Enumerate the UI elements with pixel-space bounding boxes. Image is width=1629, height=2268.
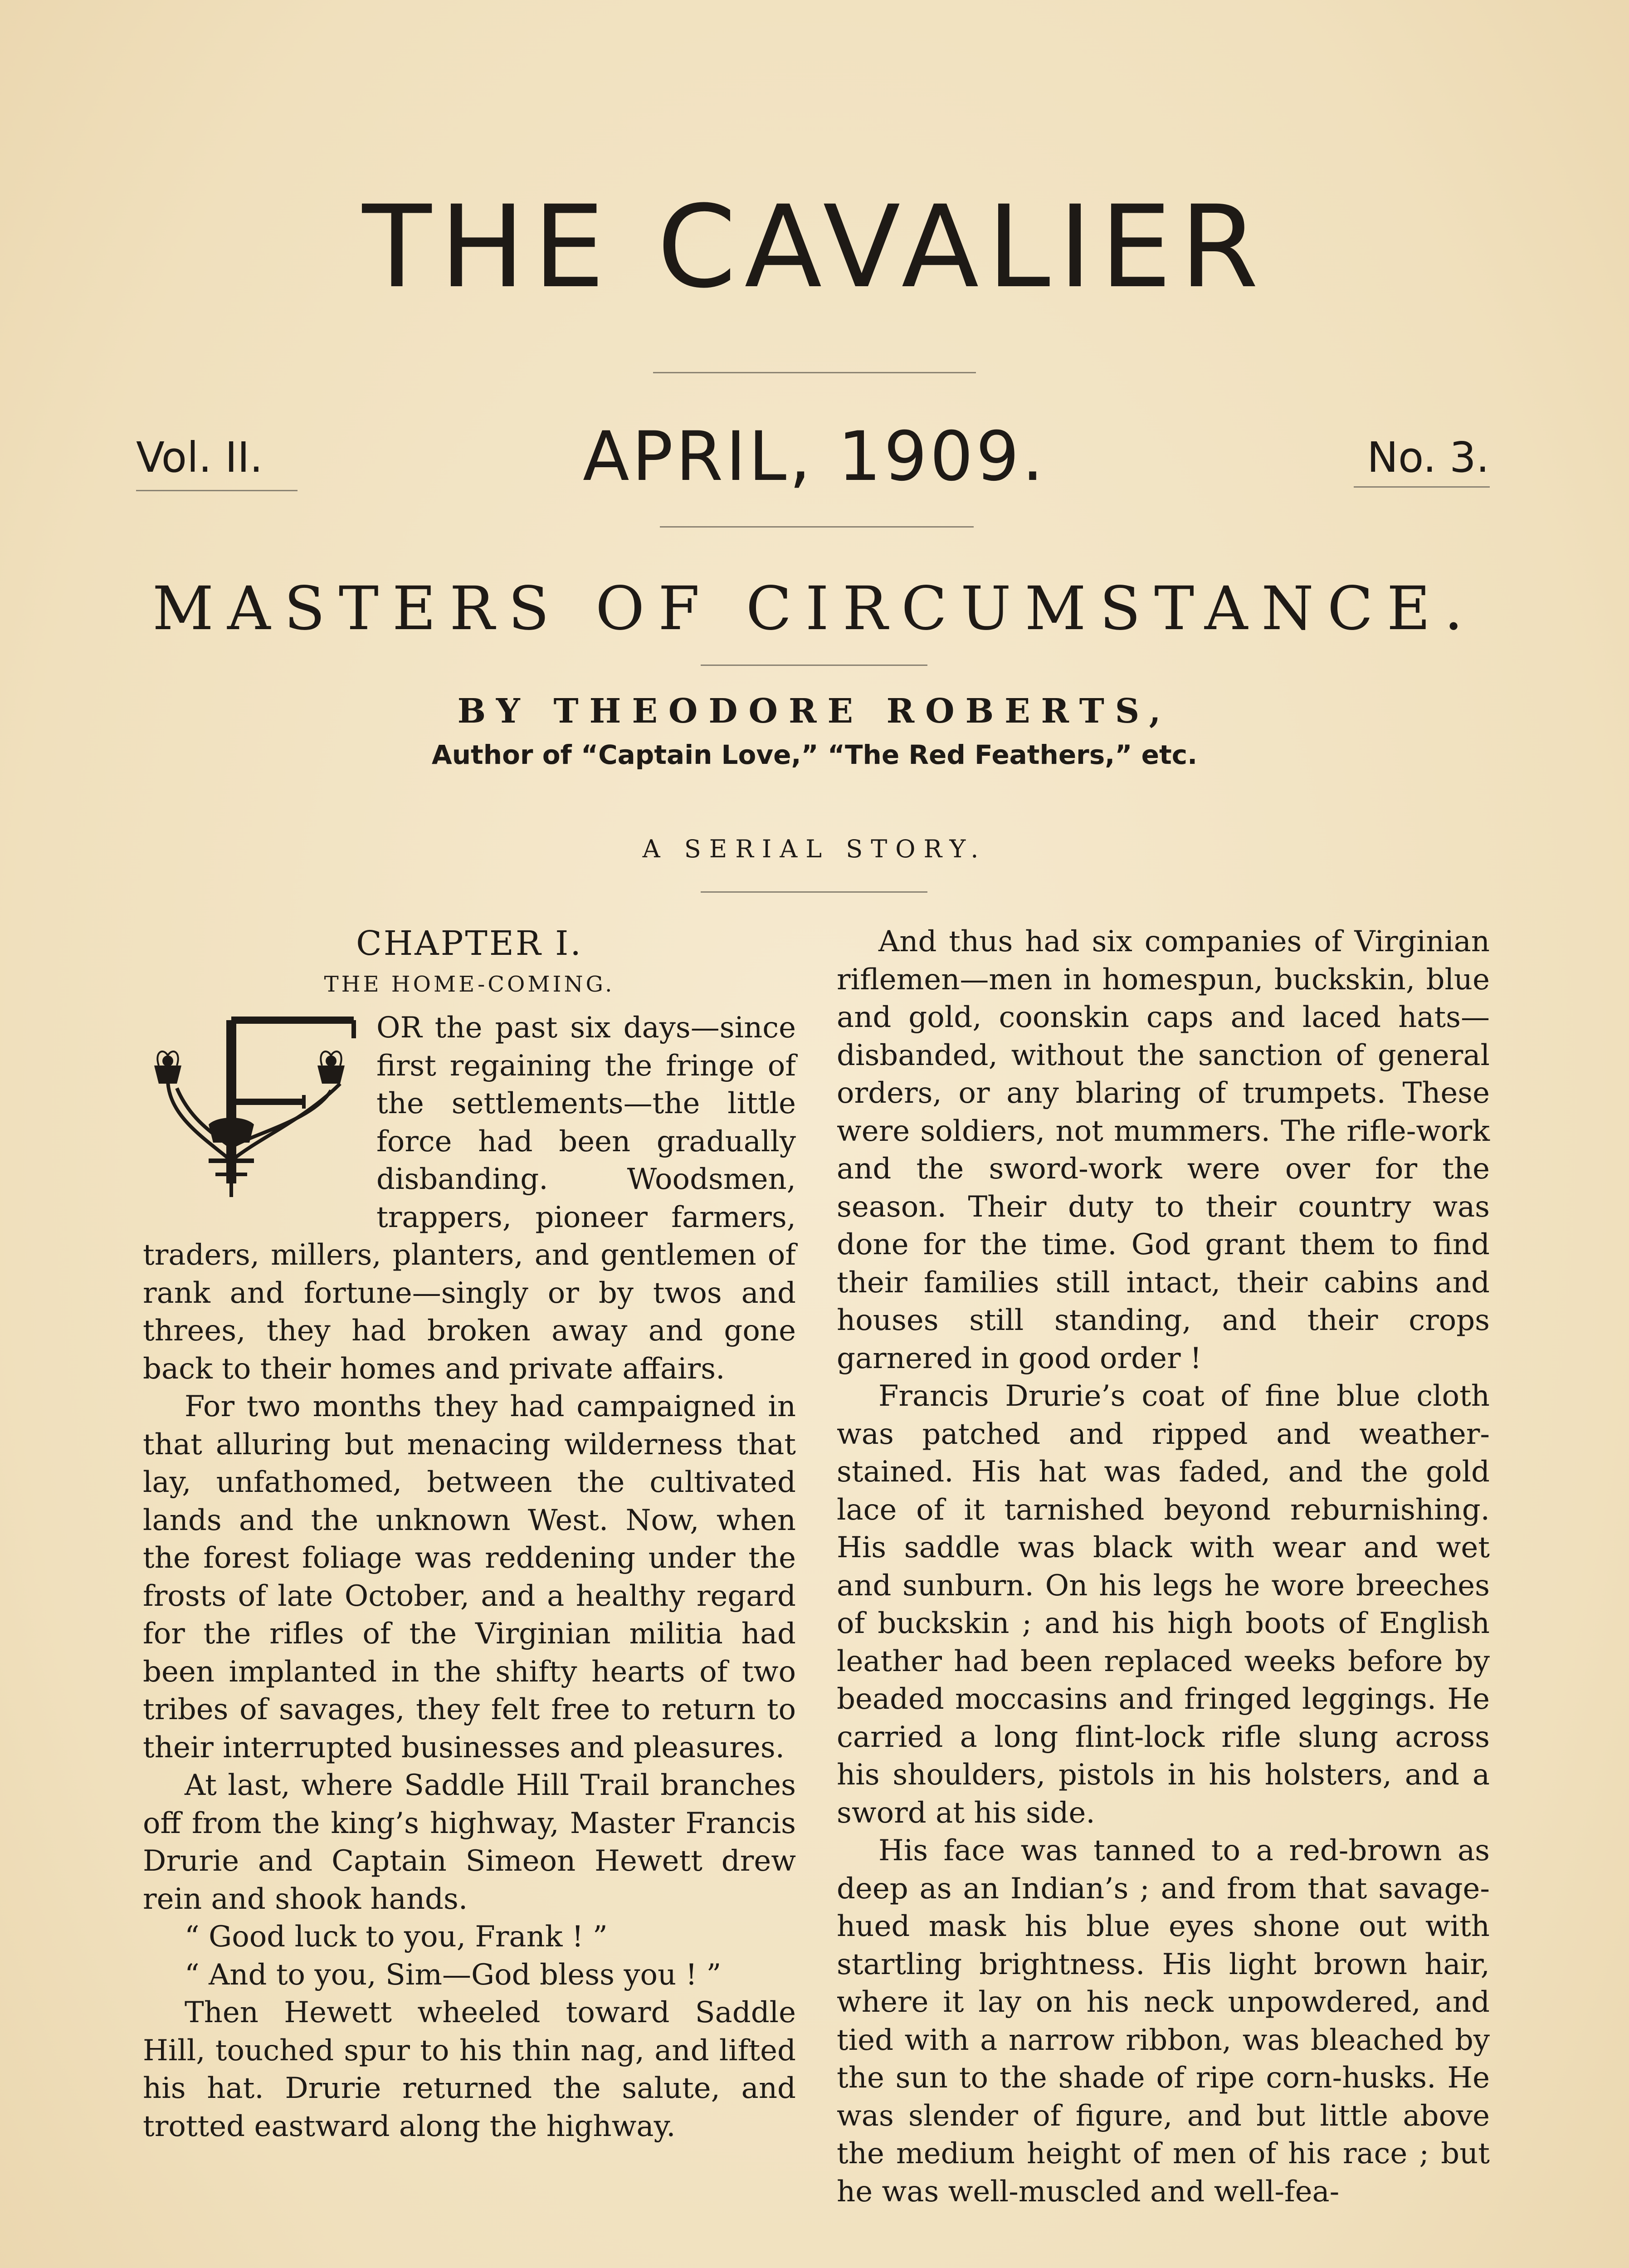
ornamental-drop-cap-f (141, 1011, 367, 1202)
author-note: Author of “Captain Love,” “The Red Feathers,” etc. (431, 739, 1198, 770)
masthead-rule-bottom (660, 526, 974, 528)
paragraph: At last, where Saddle Hill Trail branches off from the king’s highway, Master Francis Drurie and Captain Simeon Hewett drew rein and shook hands. (143, 1769, 796, 1916)
paragraph: And thus had six companies of Virginian riflemen—men in homespun, buckskin, blue and gold, coonskin caps and laced hats—disbanded, without the sanction of general orders, or any blaring of trumpets. These were soldiers, not mummers. The rifle-work and the sword-work were over for the season. Their duty to their country was done for the time. God grant them to find their families still intact, their cabins and houses still standing, and their crops garnered in good order ! (837, 925, 1490, 1375)
magazine-masthead: THE CAVALIER (362, 181, 1267, 313)
article-title: MASTERS OF CIRCUMSTANCE. (152, 574, 1477, 644)
dialogue-line: “ Good luck to you, Frank ! ” (185, 1920, 608, 1954)
chapter-subtitle: THE HOME-COMING. (324, 972, 615, 997)
right-column (837, 923, 1490, 2211)
paragraph: OR the past six days—since first regaining the fringe of the settlements—the little force had been gradually disbanding. Woodsmen, trappers, pioneer farmers, traders, millers, planters, and gentlemen of rank and fortune—singly or by twos and threes, they had broken away and gone back to their homes and private affairs. (143, 1011, 796, 1386)
title-rule (701, 665, 927, 666)
masthead-rule-top (653, 372, 976, 373)
paragraph: His face was tanned to a red-brown as deep as an Indian’s ; and from that savage-hued mask his blue eyes shone out with startling brightness. His light brown hair, where it lay on his neck unpowdered, and tied with a narrow ribbon, was bleached by the sun to the shade of ripe corn-husks. He was slender of figure, and but little above the medium height of men of his race ; but he was well-muscled and well-fea- (837, 1834, 1490, 2209)
chapter-heading: CHAPTER I. (356, 924, 583, 963)
drop-cap-illustration (141, 1011, 367, 1202)
serial-rule (701, 891, 927, 893)
issue-underline (1354, 486, 1490, 488)
article-byline: BY THEODORE ROBERTS, (457, 692, 1172, 731)
serial-label: A SERIAL STORY. (642, 835, 987, 863)
volume-label: Vol. II. (136, 433, 263, 482)
left-column (143, 923, 796, 2146)
paragraph: Francis Drurie’s coat of fine blue cloth was patched and ripped and weather-stained. His hat was faded, and the gold lace of it tarnished beyond reburnishing. His saddle was black with wear and wet and sunburn. On his legs he wore breeches of buckskin ; and his high boots of English leather had been replaced weeks before by beaded moccasins and fringed leggings. He carried a long flint-lock rifle slung across his shoulders, pistols in his holsters, and a sword at his side. (837, 1379, 1490, 1830)
issue-date: APRIL, 1909. (583, 417, 1046, 496)
paragraph: Then Hewett wheeled toward Saddle Hill, touched spur to his thin nag, and lifted his hat. Drurie returned the salute, and trotted eastward along the highway. (143, 1996, 796, 2143)
paragraph: For two months they had campaigned in that alluring but menacing wilderness that lay, unfathomed, between the cultivated lands and the unknown West. Now, when the forest foliage was reddening under the frosts of late October, and a healthy regard for the rifles of the Virginian militia had been implanted in the shifty hearts of two tribes of savages, they felt free to return to their interrupted businesses and pleasures. (143, 1390, 796, 1765)
issue-number: No. 3. (1367, 433, 1489, 482)
dialogue-line: “ And to you, Sim—God bless you ! ” (185, 1958, 722, 1992)
